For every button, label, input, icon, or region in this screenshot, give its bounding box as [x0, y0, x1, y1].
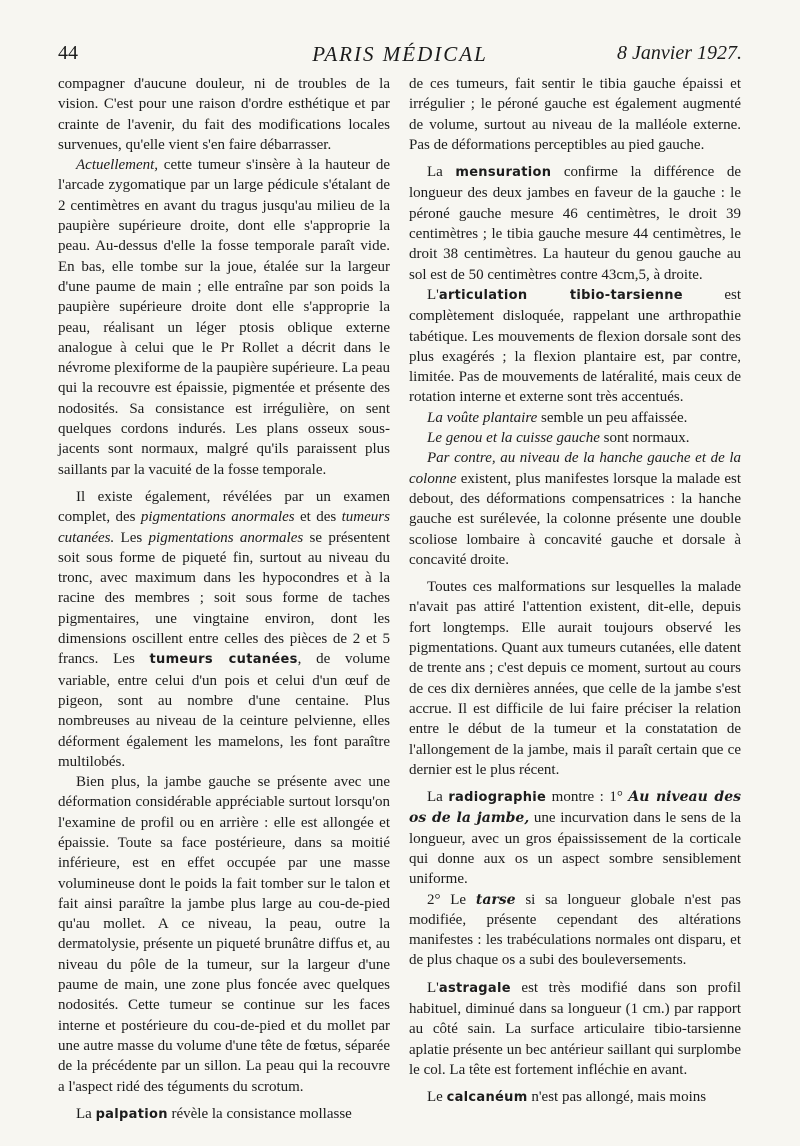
paragraph-text: si sa longueur globale n'est pas modifiée, présente cependant des altérations manifestes : les trabéculations normales ont disparu, et de plus chaque os a subi des bouleversements. — [409, 891, 741, 969]
left-column — [58, 74, 390, 1125]
paragraph — [58, 74, 390, 155]
paragraph-text: révèle la consistance mollasse — [167, 1105, 352, 1122]
paragraph — [409, 428, 741, 448]
paragraph — [409, 408, 741, 428]
paragraph-text: et des — [294, 509, 342, 526]
paragraph — [409, 1087, 741, 1108]
keyword: articulation tibio-tarsienne — [438, 287, 683, 303]
paragraph-text: montre : 1° — [546, 789, 629, 806]
keyword: palpation — [95, 1106, 168, 1122]
paragraph-text: L' — [427, 286, 439, 303]
emphasis: La voûte plantaire — [427, 409, 538, 426]
emphasis: Par contre, au niveau de la hanche gauche et de la colonne — [409, 450, 741, 487]
keyword: radiographie — [448, 790, 547, 806]
paragraph-text: est complètement disloquée, rappelant une arthropathie tabétique. Les mouvements de flexion dorsale sont des plus exagérés ; la flexion plantaire est, par contre, limitée. Pas de mouvements de latéralité, mais ceux de rotation interne et externe sont très accentués. — [409, 286, 741, 406]
paragraph-text: semble un peu affaissée. — [537, 409, 688, 426]
paragraph-text: Bien plus, la jambe gauche se présente avec une déformation considérable appréciable surtout lorsqu'on l'examine de profil ou en arrière : elle est allongée et épaissie. Toute sa face postérieure, dans sa moitié inférieure, est en effet occupée par une masse volumineuse dont le poids la fait tomber sur le talon et fait ainsi paraître la jambe plus large au cou-de-pied qu'au mollet. A ce niveau, la peau, outre la dermatolysie, présente un piqueté brunâtre diffus et, au niveau du pôle de la tumeur, sur la largeur d'une paume de main, une zone plus foncée avec quelques nodosités. Cette tumeur se continue sur les faces interne et postérieure du cou-de-pied et du mollet par une autre masse du volume d'une tête de fœtus, séparée de la précédente par un sillon. La peau qui la recouvre a l'aspect ridé des téguments du scrotum. — [58, 774, 390, 1095]
emphasis: pigmentations anormales — [148, 529, 304, 546]
paragraph-text: La — [427, 789, 449, 806]
paragraph-text: Toutes ces malformations sur lesquelles la malade n'avait pas attiré l'attention existent, dit-elle, depuis fort longtemps. Elle aurait toujours observé les pigmentations. Quant aux tumeurs cutanées, elle datent de trente ans ; c'est depuis ce moment, surtout au cours de ces dix dernières années, que celle de la jambe s'est accrue. Il est difficile de lui faire préciser la relation entre le début de la tumeur et la constatation de l'allongement de la jambe, mais il paraît certain que ce dernier est le plus récent. — [409, 579, 741, 778]
paragraph-text: sont normaux. — [599, 430, 690, 447]
paragraph-text: cette tumeur s'insère à la hauteur de l'arcade zygomatique par un large pédicule s'étalant de 2 centimètres en avant du tragus jusqu'au milieu de la paupière supérieure droite, dont elle s'approprie la peau. Au-dessus d'elle la fosse temporale paraît vide. En bas, elle tombe sur la joue, étalée sur la largeur d'une paume de main ; elle entraîne par son poids la paupière supérieure droite dont elle s'approprie la peau, réalisant un léger ptosis oblique externe analogue à celui que le Pr Rollet a décrit dans le névrome plexiforme de la paupière supérieure. La peau qui la recouvre est épaissie, pigmentée et présente des nodosités. Sa consistance est irrégulière, on sent quelques cordons indurés. Les plans osseux sous-jacents sont normaux, malgré qu'ils paraissent plus saillants par la vacuité de la fosse temporale. — [58, 157, 390, 478]
paragraph — [58, 772, 390, 1097]
paragraph — [409, 74, 741, 155]
paragraph — [409, 787, 741, 889]
paragraph — [409, 162, 741, 285]
paragraph — [58, 155, 390, 480]
journal-title: PARIS MÉDICAL — [312, 42, 488, 66]
keyword: tarse — [475, 891, 516, 908]
paragraph-text: de ces tumeurs, fait sentir le tibia gauche épaissi et irrégulier ; le péroné gauche est également augmenté de volume, surtout au niveau de la malléole externe. Pas de déformations perceptibles au pied gauche. — [409, 76, 741, 153]
emphasis: pigmentations anormales — [140, 509, 295, 526]
paragraph — [409, 285, 741, 408]
paragraph-text: Il existe également, révélées par un examen complet, des — [58, 488, 390, 526]
paragraph-text: La — [76, 1105, 96, 1122]
paragraph — [409, 448, 741, 570]
paragraph — [58, 1104, 390, 1125]
paragraph-text: , de volume variable, entre celui d'un pois et celui d'un œuf de pigeon, sont au nombre d'une centaine. Plus nombreuses au niveau de la ceinture pelvienne, elles déforment également les mamelons, les font paraître multilobés. — [58, 651, 390, 770]
keyword: calcanéum — [446, 1090, 528, 1106]
emphasis: tumeurs cutanées. — [58, 509, 390, 546]
right-column — [409, 74, 741, 1109]
paragraph-text: Les — [114, 529, 149, 546]
page-number: 44 — [58, 42, 78, 64]
paragraph-text: est très modifié dans son profil habituel, diminué dans sa longueur (1 cm.) par rapport au côté sain. La surface articulaire tibio-tarsienne aplatie présente un bec antérieur saillant qui surplombe le col. La tête est fortement infléchie en avant. — [409, 979, 741, 1078]
paragraph-text: L' — [427, 979, 439, 996]
emphasis: Le genou et la cuisse gauche — [427, 430, 600, 447]
paragraph-text: La — [427, 164, 456, 181]
emphasis: Au niveau des os de la jambe, — [409, 789, 741, 827]
paragraph-text: confirme la différence de longueur des deux jambes en faveur de la gauche : le péroné gauche mesure 46 centimètres, le droit 39 centimètres ; le tibia gauche mesure 44 centimètres, le droit 38 centimètres. La hauteur du genou gauche au sol est de 50 centimètres contre 43cm,5, à droite. — [409, 164, 741, 283]
paragraph-text: n'est pas allongé, mais moins — [527, 1089, 707, 1106]
paragraph — [409, 890, 741, 971]
paragraph-text: une incurvation dans le sens de la longueur, avec un gros épaississement de la corticale qui donne aux os un aspect sombre sensiblement uniforme. — [409, 810, 742, 888]
keyword: tumeurs cutanées — [149, 652, 298, 668]
keyword: mensuration — [455, 165, 552, 181]
paragraph-text: 2° Le — [427, 891, 476, 908]
issue-date: 8 Janvier 1927. — [617, 42, 742, 64]
paragraph-text: existent, plus manifestes lorsque la malade est debout, des déformations compensatrices : la hanche gauche est surélevée, la colonne présente une double scoliose lombaire à concavité gauche et dorsale à concavité droite. — [409, 470, 741, 568]
paragraph — [409, 978, 741, 1080]
paragraph-text: compagner d'aucune douleur, ni de troubles de la vision. C'est pour une raison d'ordre esthétique et par crainte de l'avenir, du fait des modifications locales survenues, qu'elle vient s'en faire débarrasser. — [58, 76, 390, 153]
keyword: astragale — [438, 980, 511, 996]
paragraph-text: se présentent soit sous forme de piqueté fin, surtout au niveau du tronc, avec maximum dans les hypocondres et à la racine des membres ; soit sous forme de taches pigmentaires, une vingtaine environ, dont les dimensions oscillent entre celles des pièces de 2 et 5 francs. Les — [58, 529, 390, 668]
paragraph — [58, 487, 390, 772]
running-header — [58, 42, 742, 68]
paragraph-text: Le — [427, 1089, 447, 1106]
paragraph — [409, 577, 741, 780]
emphasis: Actuellement, — [76, 157, 159, 174]
